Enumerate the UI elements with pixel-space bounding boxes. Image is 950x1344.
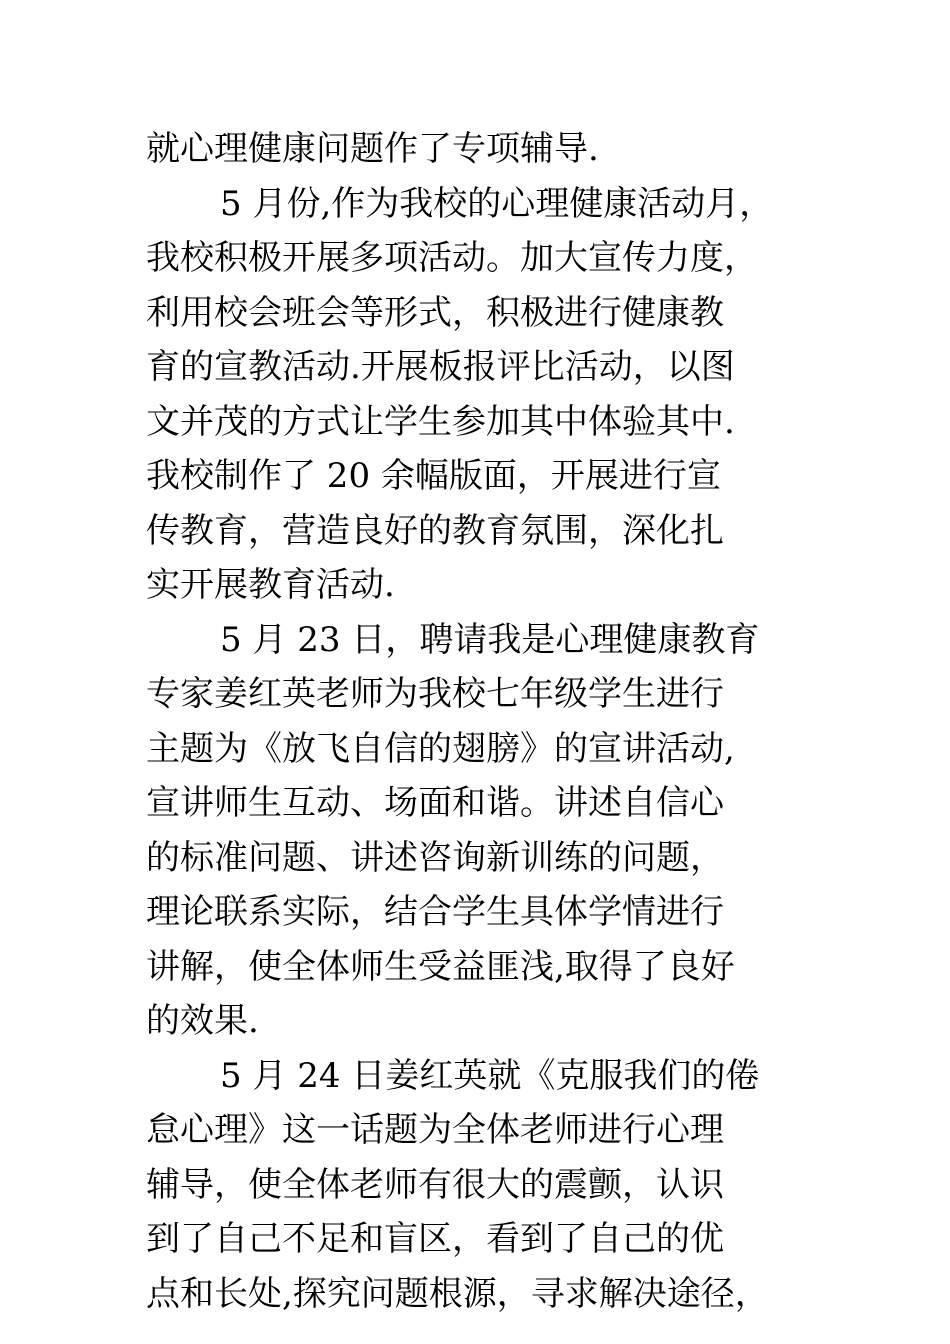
body-text (146, 122, 816, 1321)
text-line: 到了自己不足和盲区，看到了自己的优 (146, 1219, 724, 1259)
text-line: 我校制作了 20 余幅版面，开展进行宣 (146, 456, 721, 496)
text-line: 怠心理》这一话题为全体老师进行心理 (146, 1110, 724, 1150)
text-line: 5 月 24 日姜红英就《克服我们的倦 (220, 1055, 760, 1096)
text-line: 点和长处,探究问题根源，寻求解决途径， (146, 1273, 769, 1314)
text-line: 的效果. (146, 1001, 259, 1041)
text-line: 5 月份,作为我校的心理健康活动月， (220, 183, 774, 224)
text-line: 宣讲师生互动、场面和谐。讲述自信心 (146, 783, 724, 823)
text-line: 利用校会班会等形式，积极进行健康教 (146, 292, 724, 333)
text-line: 我校积极开展多项活动。加大宣传力度， (146, 238, 758, 278)
text-line: 理论联系实际，结合学生具体学情进行 (146, 892, 724, 932)
text-line: 实开展教育活动. (146, 565, 395, 605)
text-line: 主题为《放飞自信的翅膀》的宣讲活动, (146, 728, 735, 769)
text-line: 文并茂的方式让学生参加其中体验其中. (146, 401, 735, 442)
text-line: 的标准问题、讲述咨询新训练的问题， (146, 837, 724, 878)
text-line: 育的宣教活动.开展板报评比活动，以图 (146, 347, 735, 387)
text-line: 5 月 23 日，聘请我是心理健康教育 (220, 619, 760, 660)
text-line: 专家姜红英老师为我校七年级学生进行 (146, 674, 724, 714)
text-line: 就心理健康问题作了专项辅导. (146, 129, 599, 169)
text-line: 辅导，使全体老师有很大的震颤，认识 (146, 1164, 724, 1205)
text-line: 讲解，使全体师生受益匪浅,取得了良好 (146, 946, 735, 987)
text-line: 传教育，营造良好的教育氛围，深化扎 (146, 510, 724, 551)
